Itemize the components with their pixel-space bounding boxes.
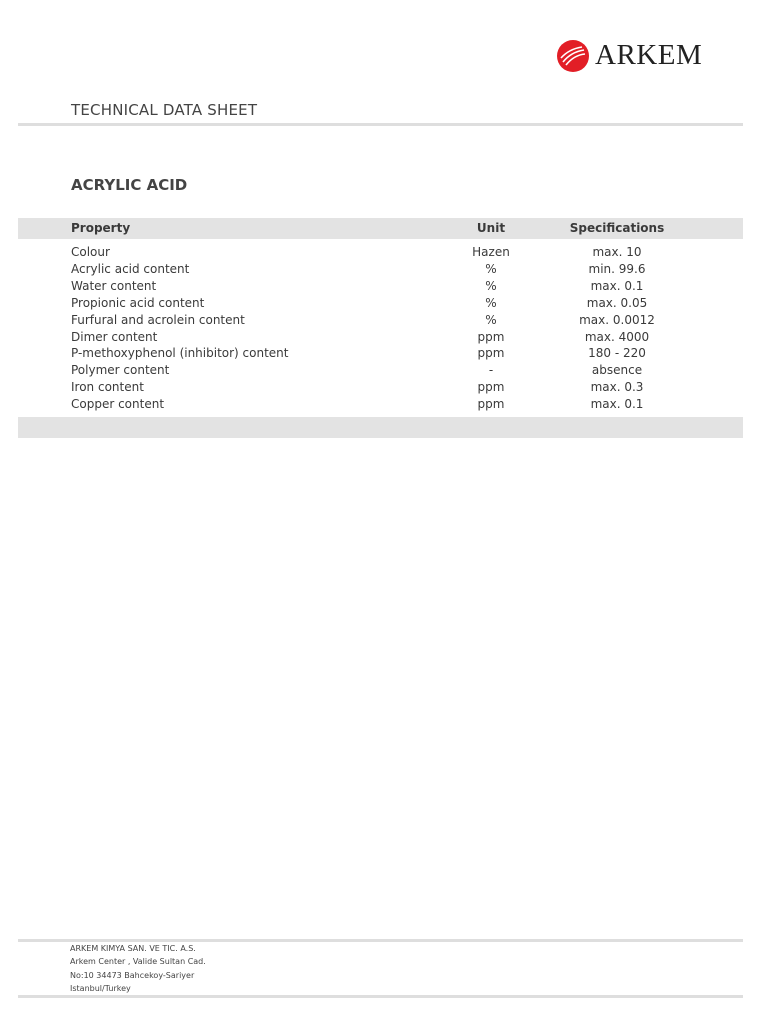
row-property: Colour: [71, 245, 110, 259]
address-line: ARKEM KIMYA SAN. VE TIC. A.S.: [70, 944, 196, 953]
row-specification: 180 - 220: [588, 346, 646, 360]
row-specification: max. 4000: [584, 330, 650, 344]
logo-wordmark: ARKEM: [595, 39, 703, 71]
address-line: No:10 34473 Bahcekoy-Sariyer: [70, 971, 195, 980]
header-unit: Unit: [476, 221, 506, 235]
row-specification: max. 0.1: [590, 279, 644, 293]
row-unit: %: [485, 313, 497, 327]
row-property: Furfural and acrolein content: [71, 313, 245, 327]
footer-divider-top: [18, 939, 743, 942]
table-footer-band: [18, 417, 743, 438]
row-property: Polymer content: [71, 363, 170, 377]
row-unit: %: [485, 296, 497, 310]
row-unit: -: [488, 363, 494, 377]
header-property: Property: [71, 221, 131, 235]
row-property: Water content: [71, 279, 157, 293]
product-name: ACRYLIC ACID: [71, 176, 188, 194]
row-property: P-methoxyphenol (inhibitor) content: [71, 346, 289, 360]
header-specifications: Specifications: [569, 221, 665, 235]
row-unit: %: [485, 279, 497, 293]
address-line: Istanbul/Turkey: [70, 984, 131, 993]
row-unit: ppm: [477, 380, 505, 394]
row-specification: max. 0.05: [586, 296, 648, 310]
row-property: Acrylic acid content: [71, 262, 190, 276]
row-property: Dimer content: [71, 330, 158, 344]
row-specification: max. 0.3: [590, 380, 644, 394]
row-specification: max. 0.1: [590, 397, 644, 411]
document-title: TECHNICAL DATA SHEET: [71, 101, 258, 119]
row-unit: ppm: [477, 330, 505, 344]
row-property: Propionic acid content: [71, 296, 205, 310]
row-unit: %: [485, 262, 497, 276]
header-divider: [18, 123, 743, 126]
row-property: Copper content: [71, 397, 165, 411]
company-logo: [557, 38, 727, 72]
row-unit: Hazen: [472, 245, 510, 259]
address-line: Arkem Center , Valide Sultan Cad.: [70, 957, 206, 966]
row-unit: ppm: [477, 346, 505, 360]
row-property: Iron content: [71, 380, 144, 394]
arkem-logo-icon: [557, 40, 589, 72]
row-specification: min. 99.6: [588, 262, 646, 276]
row-specification: absence: [591, 363, 643, 377]
row-specification: max. 10: [592, 245, 642, 259]
row-specification: max. 0.0012: [579, 313, 655, 327]
footer-divider-bottom: [18, 995, 743, 998]
row-unit: ppm: [477, 397, 505, 411]
